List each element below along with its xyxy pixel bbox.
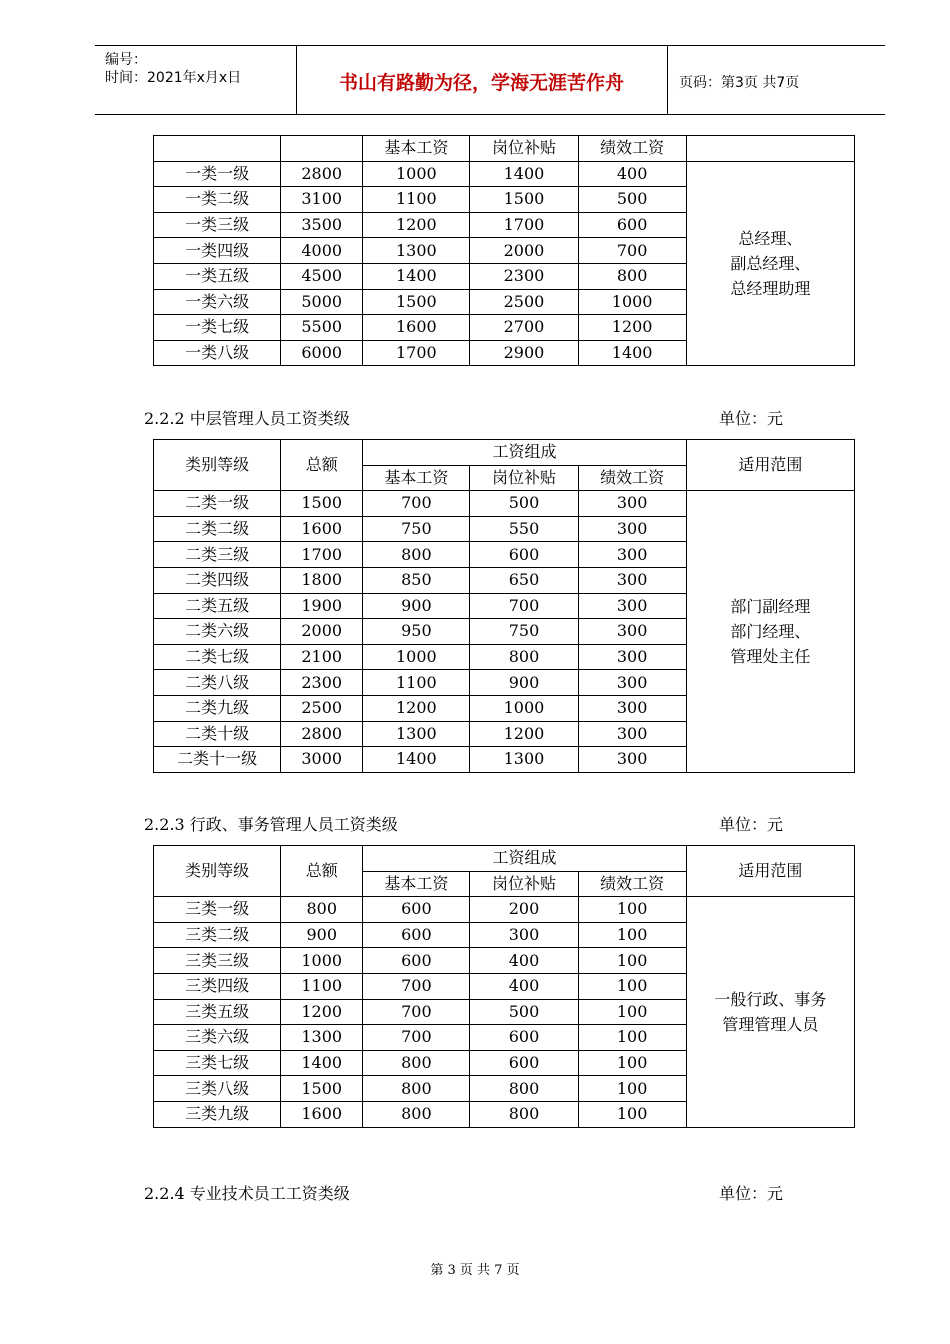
wage-table-class1 xyxy=(153,135,855,366)
table-cell: 100 xyxy=(578,999,686,1025)
table-cell: 800 xyxy=(470,644,578,670)
section-title: 2.2.2 中层管理人员工资类级 xyxy=(144,409,350,428)
table-cell: 300 xyxy=(578,567,686,593)
table-row xyxy=(154,897,855,923)
table-cell: 1000 xyxy=(578,289,686,315)
table-cell: 2300 xyxy=(470,263,578,289)
table-row xyxy=(154,491,855,517)
table-cell: 800 xyxy=(363,1050,470,1076)
table-cell: 600 xyxy=(470,542,578,568)
table-cell: 700 xyxy=(363,973,470,999)
table-cell: 一类五级 xyxy=(154,263,281,289)
scope-line: 管理处主任 xyxy=(730,646,811,666)
table-cell: 600 xyxy=(363,897,470,923)
header-total: 总额 xyxy=(281,846,363,897)
table-cell: 1300 xyxy=(363,721,470,747)
table-cell: 400 xyxy=(578,161,686,187)
table-cell: 1500 xyxy=(281,1076,363,1102)
table-cell: 800 xyxy=(363,1076,470,1102)
table-cell: 100 xyxy=(578,1025,686,1051)
scope-line: 部门经理、 xyxy=(730,621,811,641)
table-header-row xyxy=(154,440,855,466)
table-cell: 二类十级 xyxy=(154,721,281,747)
table-cell: 500 xyxy=(470,999,578,1025)
table-cell: 900 xyxy=(363,593,470,619)
table-cell: 800 xyxy=(363,542,470,568)
table-cell: 二类六级 xyxy=(154,619,281,645)
table-cell: 1100 xyxy=(363,187,470,213)
table-cell: 950 xyxy=(363,619,470,645)
header-cell xyxy=(281,136,363,162)
table-cell: 2700 xyxy=(470,315,578,341)
page-footer: 第 3 页 共 7 页 xyxy=(430,1263,520,1278)
table-cell: 600 xyxy=(363,948,470,974)
section-title: 2.2.4 专业技术员工工资类级 xyxy=(144,1184,350,1203)
table-cell: 1300 xyxy=(363,238,470,264)
page-header xyxy=(95,45,885,115)
table-cell: 三类一级 xyxy=(154,897,281,923)
table-cell: 2500 xyxy=(470,289,578,315)
table-cell: 2000 xyxy=(470,238,578,264)
table-cell: 二类五级 xyxy=(154,593,281,619)
table-cell: 2800 xyxy=(281,161,363,187)
table-cell: 6000 xyxy=(281,340,363,366)
table-cell: 700 xyxy=(470,593,578,619)
table-cell: 1300 xyxy=(281,1025,363,1051)
table-cell: 500 xyxy=(578,187,686,213)
table-cell: 三类二级 xyxy=(154,922,281,948)
header-cell: 基本工资 xyxy=(363,871,470,897)
table-cell: 1200 xyxy=(470,721,578,747)
scope-cell xyxy=(686,491,854,773)
table-cell: 1300 xyxy=(470,747,578,773)
table-cell: 300 xyxy=(578,670,686,696)
table-cell: 850 xyxy=(363,567,470,593)
table-cell: 1100 xyxy=(281,973,363,999)
table-cell: 一类八级 xyxy=(154,340,281,366)
scope-line: 总经理、 xyxy=(738,228,803,248)
table-cell: 1700 xyxy=(281,542,363,568)
table-cell: 1900 xyxy=(281,593,363,619)
header-cell: 绩效工资 xyxy=(578,465,686,491)
scope-line: 总经理助理 xyxy=(730,278,811,298)
table-cell: 三类四级 xyxy=(154,973,281,999)
table-cell: 1600 xyxy=(363,315,470,341)
table-cell: 600 xyxy=(363,922,470,948)
header-cell: 岗位补贴 xyxy=(470,465,578,491)
header-scope: 适用范围 xyxy=(686,440,854,491)
table-cell: 一类三级 xyxy=(154,212,281,238)
table-cell: 2100 xyxy=(281,644,363,670)
header-meta xyxy=(105,51,241,87)
table-cell: 1200 xyxy=(363,695,470,721)
header-composition: 工资组成 xyxy=(363,440,686,466)
table-cell: 1800 xyxy=(281,567,363,593)
section-title: 2.2.3 行政、事务管理人员工资类级 xyxy=(144,815,398,834)
header-cell xyxy=(686,136,854,162)
header-cell: 绩效工资 xyxy=(578,871,686,897)
table-cell: 二类八级 xyxy=(154,670,281,696)
table-cell: 三类六级 xyxy=(154,1025,281,1051)
table-cell: 100 xyxy=(578,897,686,923)
table-cell: 3500 xyxy=(281,212,363,238)
table-cell: 一类七级 xyxy=(154,315,281,341)
table-cell: 300 xyxy=(578,644,686,670)
table-cell: 1200 xyxy=(281,999,363,1025)
table-cell: 三类九级 xyxy=(154,1101,281,1127)
header-cell: 基本工资 xyxy=(363,465,470,491)
table-cell: 三类八级 xyxy=(154,1076,281,1102)
header-category: 类别等级 xyxy=(154,440,281,491)
table-cell: 1000 xyxy=(470,695,578,721)
table-cell: 1700 xyxy=(470,212,578,238)
wage-table-class3 xyxy=(153,845,855,1128)
table-cell: 一类六级 xyxy=(154,289,281,315)
table-cell: 一类四级 xyxy=(154,238,281,264)
table-cell: 300 xyxy=(578,747,686,773)
table-cell: 二类二级 xyxy=(154,516,281,542)
table-cell: 1200 xyxy=(363,212,470,238)
table-cell: 900 xyxy=(281,922,363,948)
table-cell: 750 xyxy=(470,619,578,645)
table-cell: 4500 xyxy=(281,263,363,289)
table-cell: 300 xyxy=(578,619,686,645)
table-cell: 二类三级 xyxy=(154,542,281,568)
header-number-label: 编号： xyxy=(105,52,147,68)
header-cell: 岗位补贴 xyxy=(470,136,578,162)
header-slogan: 书山有路勤为径，学海无涯苦作舟 xyxy=(338,72,624,94)
scope-line: 副总经理、 xyxy=(730,253,811,273)
table-cell: 5000 xyxy=(281,289,363,315)
table-cell: 100 xyxy=(578,1050,686,1076)
table-cell: 100 xyxy=(578,1101,686,1127)
table-cell: 1000 xyxy=(281,948,363,974)
table-header-row xyxy=(154,846,855,872)
table-cell: 1400 xyxy=(281,1050,363,1076)
table-cell: 300 xyxy=(470,922,578,948)
table-cell: 2500 xyxy=(281,695,363,721)
table-cell: 1400 xyxy=(363,263,470,289)
table-cell: 5500 xyxy=(281,315,363,341)
table-cell: 800 xyxy=(281,897,363,923)
table-cell: 1500 xyxy=(363,289,470,315)
table-cell: 900 xyxy=(470,670,578,696)
table-cell: 二类七级 xyxy=(154,644,281,670)
header-cell: 基本工资 xyxy=(363,136,470,162)
table-cell: 1100 xyxy=(363,670,470,696)
header-cell: 岗位补贴 xyxy=(470,871,578,897)
table-cell: 1200 xyxy=(578,315,686,341)
table-cell: 三类七级 xyxy=(154,1050,281,1076)
table-cell: 4000 xyxy=(281,238,363,264)
scope-line: 部门副经理 xyxy=(730,596,811,616)
table-cell: 600 xyxy=(578,212,686,238)
table-cell: 700 xyxy=(363,1025,470,1051)
table-cell: 一类一级 xyxy=(154,161,281,187)
header-time-label: 时间：2021年x月x日 xyxy=(105,70,242,86)
scope-cell xyxy=(686,161,854,366)
header-divider xyxy=(667,46,668,114)
table-cell: 二类四级 xyxy=(154,567,281,593)
table-cell: 400 xyxy=(470,948,578,974)
table-cell: 3000 xyxy=(281,747,363,773)
table-cell: 800 xyxy=(578,263,686,289)
header-category: 类别等级 xyxy=(154,846,281,897)
scope-line: 管理管理人员 xyxy=(722,1014,819,1034)
table-cell: 1500 xyxy=(470,187,578,213)
table-cell: 300 xyxy=(578,593,686,619)
table-cell: 650 xyxy=(470,567,578,593)
table-cell: 100 xyxy=(578,948,686,974)
table-cell: 1500 xyxy=(281,491,363,517)
table-cell: 三类五级 xyxy=(154,999,281,1025)
table-cell: 500 xyxy=(470,491,578,517)
scope-cell xyxy=(686,897,854,1127)
table-cell: 400 xyxy=(470,973,578,999)
table-cell: 1400 xyxy=(578,340,686,366)
scope-line: 一般行政、事务 xyxy=(714,989,827,1009)
header-page-info: 页码：第3页 共7页 xyxy=(679,75,800,91)
header-cell: 绩效工资 xyxy=(578,136,686,162)
unit-label: 单位：元 xyxy=(719,409,784,428)
table-cell: 300 xyxy=(578,491,686,517)
header-total: 总额 xyxy=(281,440,363,491)
table-cell: 100 xyxy=(578,973,686,999)
header-composition: 工资组成 xyxy=(363,846,686,872)
table-cell: 3100 xyxy=(281,187,363,213)
table-cell: 800 xyxy=(470,1101,578,1127)
table-cell: 100 xyxy=(578,1076,686,1102)
table-cell: 二类九级 xyxy=(154,695,281,721)
table-cell: 600 xyxy=(470,1050,578,1076)
table-cell: 700 xyxy=(363,491,470,517)
table-cell: 2900 xyxy=(470,340,578,366)
table-cell: 2300 xyxy=(281,670,363,696)
table-cell: 三类三级 xyxy=(154,948,281,974)
table-cell: 550 xyxy=(470,516,578,542)
table-cell: 1700 xyxy=(363,340,470,366)
table-cell: 300 xyxy=(578,721,686,747)
table-cell: 1400 xyxy=(470,161,578,187)
table-cell: 二类一级 xyxy=(154,491,281,517)
unit-label: 单位：元 xyxy=(719,1184,784,1203)
table-cell: 1600 xyxy=(281,1101,363,1127)
table-cell: 1000 xyxy=(363,161,470,187)
table-cell: 1400 xyxy=(363,747,470,773)
table-cell: 二类十一级 xyxy=(154,747,281,773)
header-cell xyxy=(154,136,281,162)
table-cell: 2000 xyxy=(281,619,363,645)
table-row xyxy=(154,161,855,187)
table-cell: 2800 xyxy=(281,721,363,747)
table-cell: 800 xyxy=(363,1101,470,1127)
table-cell: 300 xyxy=(578,542,686,568)
table-cell: 300 xyxy=(578,695,686,721)
table-cell: 800 xyxy=(470,1076,578,1102)
table-cell: 700 xyxy=(578,238,686,264)
table-cell: 700 xyxy=(363,999,470,1025)
wage-table-class2 xyxy=(153,439,855,773)
table-cell: 200 xyxy=(470,897,578,923)
table-cell: 750 xyxy=(363,516,470,542)
table-header-row xyxy=(154,136,855,162)
table-cell: 100 xyxy=(578,922,686,948)
table-cell: 600 xyxy=(470,1025,578,1051)
unit-label: 单位：元 xyxy=(719,815,784,834)
header-scope: 适用范围 xyxy=(686,846,854,897)
table-cell: 1600 xyxy=(281,516,363,542)
table-cell: 300 xyxy=(578,516,686,542)
table-cell: 一类二级 xyxy=(154,187,281,213)
table-cell: 1000 xyxy=(363,644,470,670)
